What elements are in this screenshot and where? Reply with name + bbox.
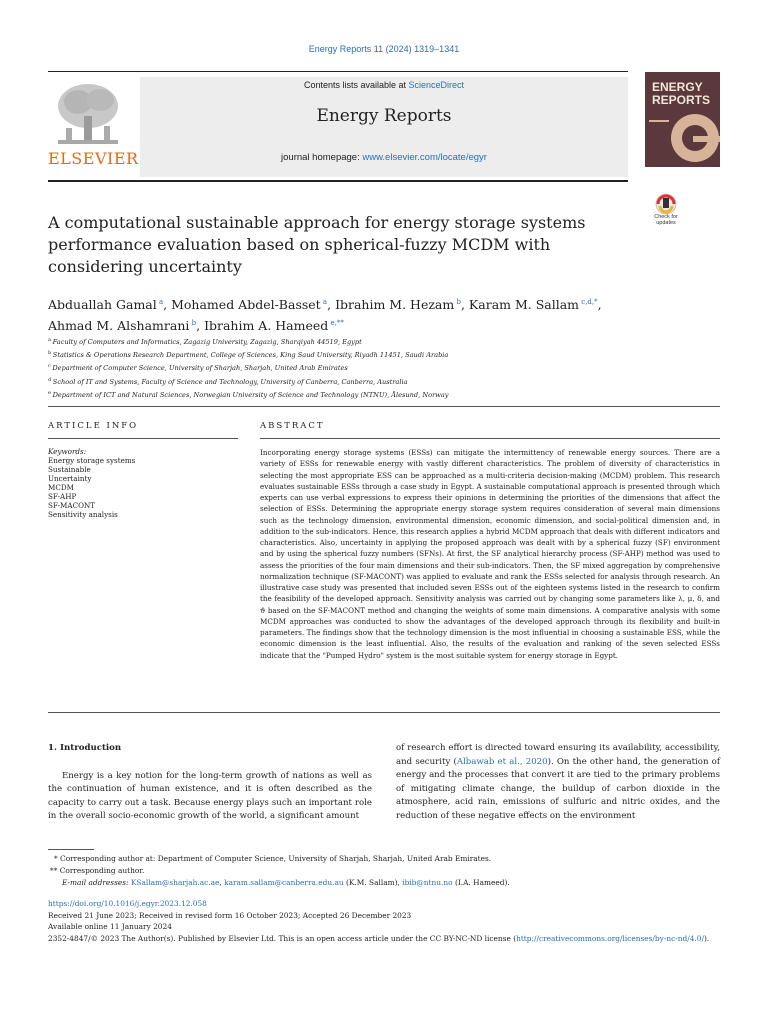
email-label: E-mail addresses: bbox=[62, 878, 129, 887]
email-link-hameed[interactable]: ibib@ntnu.no bbox=[402, 878, 453, 887]
affiliation-text: School of IT and Systems, Faculty of Science and Technology, University of Canberra, Canberra, Australia bbox=[52, 377, 408, 386]
body-text-cont: ). On the other hand, the generation of energy and the processes that convert it are tied to the primary problems of mitigating climate change, the buildup of carbon dioxide in the atmosphere, acid rain, emissions of sulfuric and nitric oxides, and the reduction of these negative effects on the environment bbox=[396, 756, 721, 821]
section-rule-top bbox=[48, 406, 720, 407]
contents-line bbox=[140, 80, 628, 90]
badge-line1: Check for bbox=[654, 214, 678, 220]
contents-prefix: Contents lists available at bbox=[303, 80, 409, 90]
keyword-item: MCDM bbox=[48, 483, 74, 492]
homepage-prefix: journal homepage: bbox=[281, 152, 363, 163]
author-separator: , bbox=[327, 297, 336, 313]
journal-title: Energy Reports bbox=[316, 106, 452, 126]
author-affiliation-mark[interactable]: e,** bbox=[328, 319, 344, 328]
elsevier-logo: ELSEVIER bbox=[48, 149, 139, 168]
available-online: Available online 11 January 2024 bbox=[48, 922, 172, 931]
email-separator: , bbox=[219, 878, 225, 887]
author-name[interactable]: Mohamed Abdel-Basset bbox=[171, 297, 321, 313]
author-name[interactable]: Abduallah Gamal bbox=[48, 297, 157, 313]
affiliation-item bbox=[48, 375, 648, 388]
author-affiliation-mark[interactable]: b bbox=[189, 319, 197, 328]
author-affiliation-mark[interactable]: a bbox=[156, 298, 164, 306]
affiliation-mark: e bbox=[48, 389, 53, 396]
email-link-sallam-canberra[interactable]: karam.sallam@canberra.edu.au bbox=[224, 878, 344, 887]
article-title: A computational sustainable approach for energy storage systems performance evaluation based on spherical-fuzzy MCDM with considering uncertainty bbox=[48, 213, 586, 276]
abstract-rule bbox=[260, 438, 720, 439]
homepage-line bbox=[140, 152, 628, 163]
affiliation-text: Faculty of Computers and Informatics, Zagazig University, Zagazig, Sharqiyah 44519, Egypt bbox=[52, 338, 362, 347]
license-suffix: ). bbox=[703, 933, 710, 943]
keywords-label: Keywords: bbox=[48, 447, 87, 456]
license-statement bbox=[48, 933, 720, 945]
keyword-item: Energy storage systems bbox=[48, 456, 136, 465]
affiliation-mark: c bbox=[48, 363, 53, 370]
journal-citation[interactable]: Energy Reports 11 (2024) 1319–1341 bbox=[308, 44, 460, 54]
author-affiliation-mark[interactable]: a bbox=[320, 298, 328, 306]
badge-line2: updates bbox=[656, 220, 676, 226]
keyword-item: Sustainable bbox=[48, 465, 91, 474]
section-rule-bottom bbox=[48, 712, 720, 713]
footnote-corresponding-2: ** Corresponding author. bbox=[50, 866, 145, 875]
keyword-item: Sensitivity analysis bbox=[48, 510, 118, 519]
check-updates-icon bbox=[646, 193, 686, 215]
affiliation-text: Statistics & Operations Research Department, College of Sciences, King Saud University, Riyadh 11451, Saudi Arabia bbox=[52, 351, 449, 360]
email-owner-sallam: (K.M. Sallam), bbox=[343, 878, 403, 887]
check-for-updates-badge[interactable] bbox=[646, 193, 686, 233]
affiliation-mark: d bbox=[48, 376, 53, 383]
cover-title-line1: ENERGY bbox=[652, 80, 703, 94]
license-link[interactable]: http://creativecommons.org/licenses/by-nc-nd/4.0/ bbox=[516, 933, 704, 943]
footnote-rule bbox=[48, 849, 94, 850]
publication-info bbox=[48, 898, 720, 944]
email-owner-hameed: (I.A. Hameed). bbox=[452, 878, 510, 887]
header-rule-bottom bbox=[48, 180, 628, 182]
affiliation-text: Department of Computer Science, University of Sharjah, Sharjah, United Arab Emirates bbox=[52, 364, 348, 373]
affiliation-item bbox=[48, 348, 648, 361]
cover-title-line2: REPORTS bbox=[652, 93, 711, 107]
keyword-item: SF-AHP bbox=[48, 492, 77, 501]
author-name[interactable]: Ibrahim A. Hameed bbox=[204, 318, 329, 334]
affiliation-mark: a bbox=[48, 337, 53, 343]
affiliation-item bbox=[48, 335, 648, 348]
author-name[interactable]: Ibrahim M. Hezam bbox=[335, 297, 455, 313]
author-separator: , bbox=[460, 297, 469, 313]
license-prefix: 2352-4847/© 2023 The Author(s). Published by Elsevier Ltd. This is an open access article under the CC BY-NC-ND license ( bbox=[48, 933, 517, 943]
affiliation-list bbox=[48, 335, 648, 401]
body-paragraph: Energy is a key notion for the long-term growth of nations as well as the continuation of human existence, and it is often described as the capacity to carry out a task. Because energy plays such an important role in the overall socio-economic growth of the world, a significant amount bbox=[48, 770, 372, 821]
affiliation-item bbox=[48, 388, 648, 401]
keyword-item: SF-MACONT bbox=[48, 501, 96, 510]
abstract-text: Incorporating energy storage systems (ESSs) can mitigate the intermittency of renewable energy sources. There are a variety of ESSs for renewable energy with vastly different characteristics. The problem of diversity of characteristics in selecting the most appropriate ESS can be approached as a multi-criteria decision-making (MCDM) problem. This research evaluates sustainable ESSs through a case study in Egypt. A sustainable computational approach is presented through which experts can use verbal expressions to express their opinions in determining the priorities of the dimensions that affect the selection of ESSs. Determining the appropriate energy storage system requires consideration of several main dimensions such as the technology dimension, environmental dimension, economic dimension, and social-political dimension and, in addition to the sub-indicators. Hence, this research applies a hybrid MCDM approach that deals with different indicators and characteristics. Also, uncertainty in applying the proposed approach was dealt with by a spherical fuzzy (SF) environment and by using the spherical fuzzy numbers (SFNs). At first, the SF analytical hierarchy process (SF-AHP) method was used to assess the priorities of the four main dimensions and their sub-indicators. Then, the SF mixed aggregation by comprehensive normalization technique (SF-MACONT) was applied to evaluate and rank the ESSs selected for analysis through research. An illustrative case study was presented that included seven ESSs out of the eighteen systems listed in the research to confirm the feasibility of the developed approach. Sensitivity analysis was carried out by changing some parameters like λ, μ, δ, and ϑ based on the SF-MACONT method and changing the weights of some main dimensions. A comparative analysis with some MCDM approaches was conducted to show the advantages of the developed approach through its flexibility and built-in parameters. The findings show that the technology dimension is the most influential in choosing a sustainable ESS, while the economic dimension is the least influential. Also, the results of the evaluation and ranking of the seven selected ESSs indicate that the "Pumped Hydro" system is the most suitable system for energy storage in Egypt. bbox=[260, 448, 720, 660]
article-info-header: ARTICLE INFO bbox=[48, 421, 139, 431]
section-title-introduction: 1. Introduction bbox=[48, 743, 122, 753]
keywords-block bbox=[48, 447, 238, 519]
author-affiliation-mark[interactable]: c,d,* bbox=[579, 298, 598, 306]
affiliation-mark: b bbox=[48, 350, 53, 357]
author-name[interactable]: Ahmad M. Alshamrani bbox=[48, 318, 190, 334]
footnotes bbox=[48, 853, 720, 889]
affiliation-item bbox=[48, 361, 648, 374]
author-separator: , bbox=[163, 297, 172, 313]
author-list bbox=[48, 293, 648, 335]
body-column-right bbox=[396, 742, 720, 823]
body-column-left bbox=[48, 742, 372, 824]
author-affiliation-mark[interactable]: b bbox=[454, 298, 461, 306]
article-info-rule bbox=[48, 438, 238, 439]
header-rule-top bbox=[48, 71, 628, 72]
citation-link[interactable]: Albawab et al., 2020 bbox=[456, 756, 548, 767]
body-text: of research effort is directed toward ensuring its availability, accessibility, and security ( bbox=[396, 743, 720, 767]
sciencedirect-link[interactable]: ScienceDirect bbox=[408, 80, 465, 90]
footnote-emails bbox=[48, 877, 720, 889]
keyword-item: Uncertainty bbox=[48, 474, 92, 483]
doi-link[interactable]: https://doi.org/10.1016/j.egyr.2023.12.058 bbox=[48, 899, 207, 908]
homepage-link[interactable]: www.elsevier.com/locate/egyr bbox=[362, 152, 487, 163]
author-separator: , bbox=[196, 318, 205, 334]
author-separator: , bbox=[597, 297, 602, 313]
author-name[interactable]: Karam M. Sallam bbox=[468, 297, 580, 313]
affiliation-text: Department of ICT and Natural Sciences, Norwegian University of Science and Technology (NTNU), Ålesund, Norway bbox=[52, 390, 449, 399]
received-dates: Received 21 June 2023; Received in revised form 16 October 2023; Accepted 26 December 2023 bbox=[48, 910, 412, 920]
abstract-header: ABSTRACT bbox=[260, 421, 325, 431]
footnote-corresponding-1: * Corresponding author at: Department of Computer Science, University of Sharjah, Sharjah, United Arab Emirates. bbox=[54, 854, 492, 863]
email-link-sallam-sharjah[interactable]: KSallam@sharjah.ac.ae bbox=[130, 878, 220, 887]
